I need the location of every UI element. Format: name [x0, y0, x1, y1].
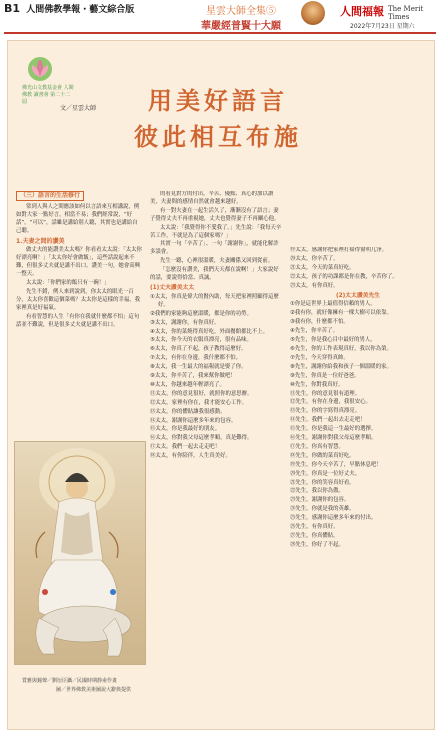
- list-item: ㉓先生，謝謝你的包容。: [290, 497, 350, 504]
- paragraph: 有看智慧的人生「有你在我就什麼都不怕」這句話並不難說，但是很多丈夫就是講不出口。: [16, 313, 140, 328]
- section-name: 人間佛教學報・藝文綜合版: [26, 5, 135, 15]
- subsection-heading: (2)太太讚美先生: [335, 292, 381, 299]
- list-item: ⑳太太，你辛苦了。: [290, 255, 339, 262]
- paragraph: 做丈夫的能讚美太太嗎？你看看太太說：「太太你好漂亮啊！」「太太你好會做飯」，這些話說起來不難，但很多丈夫就是講不出口。讚美一句，她會高興一整天。: [16, 247, 142, 278]
- list-item: ⑥太太，你真了不起，孩子教得這麼好。: [150, 346, 247, 353]
- list-item: ④太太，你的菜燒得真好吃，外面餐館都比不上。: [150, 328, 269, 335]
- praise-list-wife: [290, 301, 426, 549]
- list-item: ⑩太太，你越來越年輕漂亮了。: [150, 381, 225, 388]
- list-item: ⑲太太，感謝你把家裡打掃得窗明几淨。: [290, 247, 388, 253]
- list-item: ⑫太太，家裡有你在，我才能安心工作。: [150, 399, 248, 406]
- list-item: ⑰先生，你真有智慧。: [290, 443, 344, 450]
- list-item: ②我有你，就好像擁有一棵大樹可以依靠。: [290, 310, 392, 317]
- intro-paragraph: 常到人與人之間應該如何以言語來互相講說，例如對大家一點好言，相當不易；我們經常說，“好話”，“可以”，話雖是講給別人聽，其實也是講給自己聽。: [16, 203, 140, 234]
- article-column-1: [16, 191, 142, 441]
- painting-credit: 圖／世界佛教美術圖說大辭典提供: [56, 687, 132, 693]
- paragraph: 「怎麼沒有讚美，我們天天都在說啊！」大家說好的話，要說得恰當、真誠。: [150, 267, 279, 282]
- list-item: ⑪先生，你的意見很有道理。: [290, 390, 361, 397]
- list-item: ①你是這世界上最值得信賴的男人。: [290, 301, 376, 308]
- list-item: ⑩先生，你對我真好。: [290, 381, 344, 388]
- list-item: ⑨先生，你真是一位好爸爸。: [290, 372, 360, 379]
- header-divider: [4, 32, 436, 34]
- list-item: ⑲先生，你今天辛苦了，早點休息吧！: [290, 461, 382, 468]
- list-item: ⑦先生，今天穿得真帥。: [290, 354, 349, 361]
- list-item: ㉗先生，你真體貼。: [290, 533, 339, 539]
- list-item: ⑧太太，我一生最大的福報就是娶了你。: [150, 364, 247, 371]
- paragraph: 其實一句「辛苦了」、一句「謝謝你」，就能化解許多誤會。: [150, 241, 279, 256]
- list-item: ⑬先生，你的字寫得真漂亮。: [290, 408, 361, 415]
- list-item: ⑧先生，謝謝你給我和孩子一個溫暖的家。: [290, 363, 392, 370]
- logo-caption: 佛光山文教基金會 人間佛教 讀書會 第二十二屆: [22, 85, 74, 105]
- article-title: [88, 83, 348, 155]
- list-item: ⑮太太，你是我最好的朋友。: [150, 426, 221, 433]
- list-item: ④先生，你辛苦了。: [290, 328, 338, 335]
- promo-banner[interactable]: [185, 2, 297, 32]
- paragraph: 太太說：「我覺得你不愛我了。」先生說：「我每天辛苦工作，不就是為了這個家嗎？」: [150, 224, 282, 239]
- list-item: ㉕先生，感謝你這麼多年來的付出。: [290, 515, 377, 522]
- list-item: ㉖先生，有你真好。: [290, 524, 339, 531]
- title-line-2: 彼此相互布施: [134, 122, 302, 151]
- newspaper-logo: 人間福報: [340, 5, 384, 18]
- page-header: [0, 0, 440, 38]
- list-item: ⑮先生，你是我這一生最好的選擇。: [290, 426, 377, 433]
- article-column-3: [290, 247, 426, 727]
- paragraph: 先生一聽，心裡很溫暖，夫妻關係又回到從前。: [160, 258, 274, 265]
- list-item: ⑭太太，謝謝你這麼多年來的包容。: [150, 417, 237, 424]
- subsection-heading: 1.夫妻之間的讚美: [16, 237, 65, 245]
- list-item: ㉔先生，你就是我的英雄。: [290, 506, 355, 513]
- list-item: ㉓太太，有你真好。: [290, 282, 339, 289]
- paragraph: 太太說：「你們家的飯只有一碗！」: [26, 280, 110, 287]
- issue-date: 2022年7月23日 星期六: [350, 23, 415, 30]
- painting-image: [15, 442, 145, 664]
- master-portrait: [301, 1, 325, 25]
- section-heading: （三）語言的生活修行: [16, 191, 84, 201]
- subsection-heading: (1)丈夫讚美太太: [150, 284, 195, 291]
- list-item: ㉑先生，你的笑容真好看。: [290, 479, 355, 486]
- list-item: ⑥先生，你的工作表現真好，我以你為榮。: [290, 345, 392, 352]
- list-item: ①太太，你真是偉大的賢內助，每天把家裡照顧得這麼好。: [150, 293, 279, 308]
- list-item: ⑯太太，你對我父母這麼孝順，真是難得。: [150, 435, 253, 442]
- list-item: ㉘先生，你好了不起。: [290, 541, 344, 548]
- article-byline: 文／星雲大師: [60, 105, 97, 112]
- list-item: ③我有你，什麼都不怕。: [290, 319, 349, 326]
- buddhist-painting: [14, 441, 146, 665]
- praise-list-continued: [290, 247, 426, 291]
- list-item: ②我們的家能夠這麼溫暖，都是你的功勞。: [150, 310, 252, 317]
- newspaper-logo-en: The Merit Times: [388, 5, 424, 21]
- paragraph: 的看見對方的付出，辛苦、優點、真心的加以讚美，夫妻間的感情自然就會越來越好。: [150, 191, 274, 205]
- list-item: ⑨太太，你辛苦了，我來幫你做吧！: [150, 373, 236, 380]
- list-item: ㉑太太，今天的菜真好吃。: [290, 264, 355, 271]
- list-item: ⑤先生，你是我心目中最好的男人。: [290, 337, 376, 344]
- title-line-1: 用美好語言: [148, 86, 288, 115]
- article-column-2: [150, 191, 282, 726]
- list-item: ㉒先生，我以你為傲。: [290, 488, 344, 495]
- painting-caption: 賞雅與鐘聲／劉衍臣攝／民國時期靜甫作畫: [22, 678, 118, 684]
- promo-line2: 華嚴經普賢十大願: [201, 21, 281, 32]
- list-item: ⑱先生，你做的菜真好吃。: [290, 452, 355, 459]
- list-item: ⑤太太，你今天的衣服真漂亮，很有品味。: [150, 337, 252, 344]
- list-item: ⑬太太，你的體貼讓我很感動。: [150, 408, 226, 415]
- list-item: ⑭先生，我們一起出去走走吧！: [290, 417, 366, 424]
- promo-line1: 星雲大師全集⑤: [206, 6, 276, 17]
- list-item: ⑪太太，你的意見很好，就照你的意思辦。: [150, 390, 253, 397]
- article-frame: [7, 40, 435, 730]
- list-item: ⑳先生，你真是一位好丈夫。: [290, 470, 361, 477]
- page-section: [4, 2, 134, 15]
- list-item: ⑦太太，有你在身邊，我什麼都不怕。: [150, 355, 242, 362]
- list-item: ⑫先生，有你在身邊，我很安心。: [290, 399, 371, 406]
- list-item: ⑰太太，我們一起去走走吧！: [150, 444, 221, 451]
- page-number: B1: [4, 2, 21, 15]
- paragraph: 先生不錯，例人來到說到，你太太的眼光一百分，太太你喜歡這個菜嗎？太太你是這樣的幸福，我家裡真是好福氣。: [16, 288, 140, 311]
- paragraph: 有一對夫妻在一起生活久了，漸漸沒有了語言；妻子覺得丈夫不再重視她，丈夫也覺得妻子不再關心他。: [150, 207, 280, 222]
- list-item: ③太太，謝謝你，有你真好。: [150, 319, 220, 326]
- list-item: ⑯先生，謝謝你對我父母這麼孝順。: [290, 435, 377, 442]
- lotus-logo-icon: [22, 55, 58, 83]
- list-item: ㉒太太，孩子的功課都是你在教，辛苦你了。: [290, 273, 398, 280]
- praise-list-husband: [150, 294, 282, 461]
- list-item: ⑱太太，有你陪伴，人生真美好。: [150, 453, 231, 460]
